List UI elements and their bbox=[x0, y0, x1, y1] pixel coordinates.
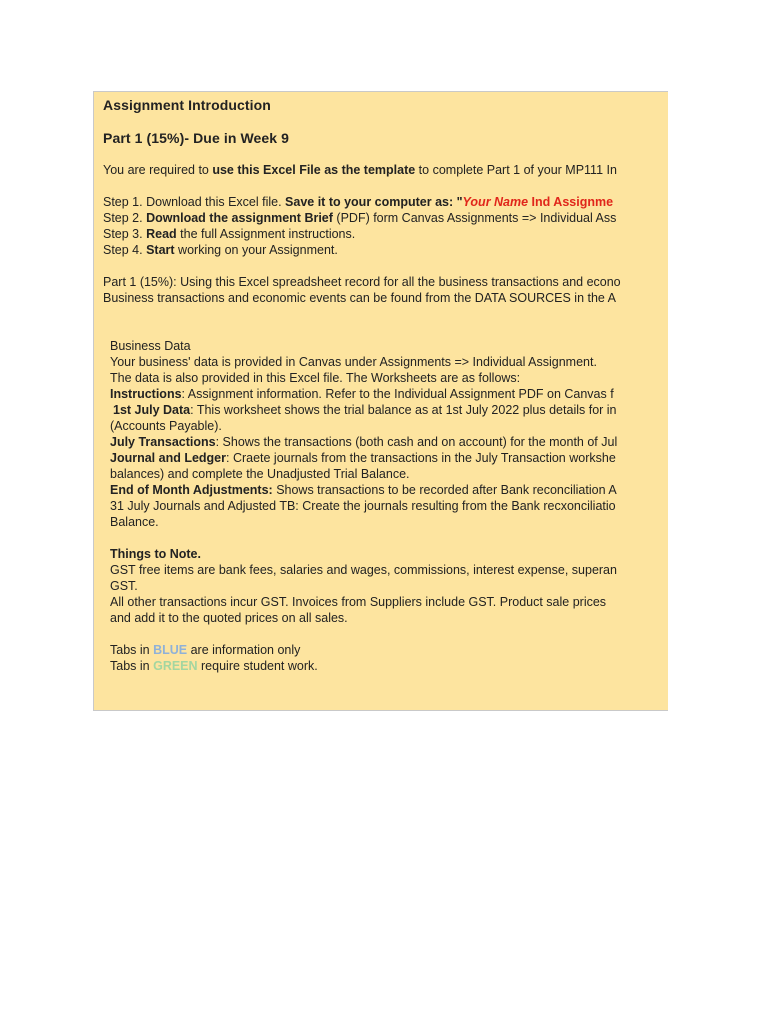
first-july-continued: (Accounts Payable). bbox=[110, 419, 222, 433]
july-transactions-text: : Shows the transactions (both cash and on account) for the month of Jul bbox=[215, 435, 618, 449]
step-1-bold: Save it to your computer as: " bbox=[285, 195, 463, 209]
business-line-1: Your business' data is provided in Canvas under Assignments => Individual Assignment. bbox=[110, 355, 597, 369]
step-4 bbox=[103, 242, 338, 258]
note-line-4: and add it to the quoted prices on all sales. bbox=[110, 611, 348, 625]
instruction-cell[interactable] bbox=[93, 91, 668, 711]
july-31-journals-continued: Balance. bbox=[110, 515, 159, 529]
tabs-blue-word: BLUE bbox=[153, 643, 188, 657]
note-line-3: All other transactions incur GST. Invoices from Suppliers include GST. Product sale prices bbox=[110, 595, 607, 609]
end-of-month-label: End of Month Adjustments: bbox=[110, 483, 273, 497]
tabs-green-line bbox=[110, 658, 318, 674]
intro-line bbox=[103, 162, 617, 178]
step-3-pre: Step 3. bbox=[103, 227, 147, 241]
end-of-month-text: Shows transactions to be recorded after Bank reconciliation A bbox=[272, 483, 617, 497]
instructions-label: Instructions bbox=[110, 387, 182, 401]
step-4-post: working on your Assignment. bbox=[174, 243, 338, 257]
step-3 bbox=[103, 226, 355, 242]
july-transactions-label: July Transactions bbox=[110, 435, 216, 449]
instructions-text: : Assignment information. Refer to the Individual Assignment PDF on Canvas f bbox=[181, 387, 614, 401]
things-to-note-title bbox=[110, 546, 201, 562]
part1-line-1: Part 1 (15%): Using this Excel spreadsheet record for all the business transactions and econo bbox=[103, 275, 621, 289]
part1-line-2: Business transactions and economic events can be found from the DATA SOURCES in the A bbox=[103, 291, 616, 305]
tabs-blue-post: are information only bbox=[187, 643, 301, 657]
instructions-worksheet-line bbox=[110, 386, 614, 402]
july-31-journals-line: 31 July Journals and Adjusted TB: Create the journals resulting from the Bank recxonciliatio bbox=[110, 499, 616, 513]
july-transactions-line bbox=[110, 434, 617, 450]
step-2-post: (PDF) form Canvas Assignments => Individual Ass bbox=[332, 211, 617, 225]
journal-ledger-continued: balances) and complete the Unadjusted Trial Balance. bbox=[110, 467, 410, 481]
first-july-label: 1st July Data bbox=[113, 403, 191, 417]
step-1 bbox=[103, 194, 613, 210]
tabs-green-pre: Tabs in bbox=[110, 659, 154, 673]
journal-ledger-line bbox=[110, 450, 616, 466]
step-3-bold: Read bbox=[146, 227, 177, 241]
note-line-1: GST free items are bank fees, salaries and wages, commissions, interest expense, superan bbox=[110, 563, 617, 577]
journal-ledger-text: : Craete journals from the transactions in the July Transaction workshe bbox=[226, 451, 616, 465]
journal-ledger-label: Journal and Ledger bbox=[110, 451, 226, 465]
step-2-bold: Download the assignment Brief bbox=[146, 211, 333, 225]
step-1-pre: Step 1. Download this Excel file. bbox=[103, 195, 286, 209]
intro-bold: use this Excel File as the template bbox=[212, 163, 416, 177]
step-4-pre: Step 4. bbox=[103, 243, 147, 257]
note-line-2: GST. bbox=[110, 579, 138, 593]
step-2 bbox=[103, 210, 616, 226]
step-2-pre: Step 2. bbox=[103, 211, 147, 225]
tabs-blue-pre: Tabs in bbox=[110, 643, 154, 657]
intro-post: to complete Part 1 of your MP111 In bbox=[415, 163, 617, 177]
tabs-green-word: GREEN bbox=[153, 659, 198, 673]
first-july-text: : This worksheet shows the trial balance as at 1st July 2022 plus details for in bbox=[190, 403, 617, 417]
assignment-introduction-title: Assignment Introduction bbox=[103, 97, 271, 113]
business-data-title: Business Data bbox=[110, 339, 191, 353]
step-1-ind-assignment: Ind Assignme bbox=[528, 195, 614, 209]
tabs-green-post: require student work. bbox=[197, 659, 318, 673]
things-to-note-label: Things to Note. bbox=[110, 547, 201, 561]
part-due-heading: Part 1 (15%)- Due in Week 9 bbox=[103, 130, 290, 146]
tabs-blue-line bbox=[110, 642, 300, 658]
business-line-2: The data is also provided in this Excel file. The Worksheets are as follows: bbox=[110, 371, 521, 385]
step-3-post: the full Assignment instructions. bbox=[176, 227, 356, 241]
step-4-bold: Start bbox=[146, 243, 175, 257]
end-of-month-line bbox=[110, 482, 617, 498]
intro-pre: You are required to bbox=[103, 163, 213, 177]
first-july-worksheet-line bbox=[110, 402, 617, 418]
step-1-your-name: Your Name bbox=[462, 195, 529, 209]
